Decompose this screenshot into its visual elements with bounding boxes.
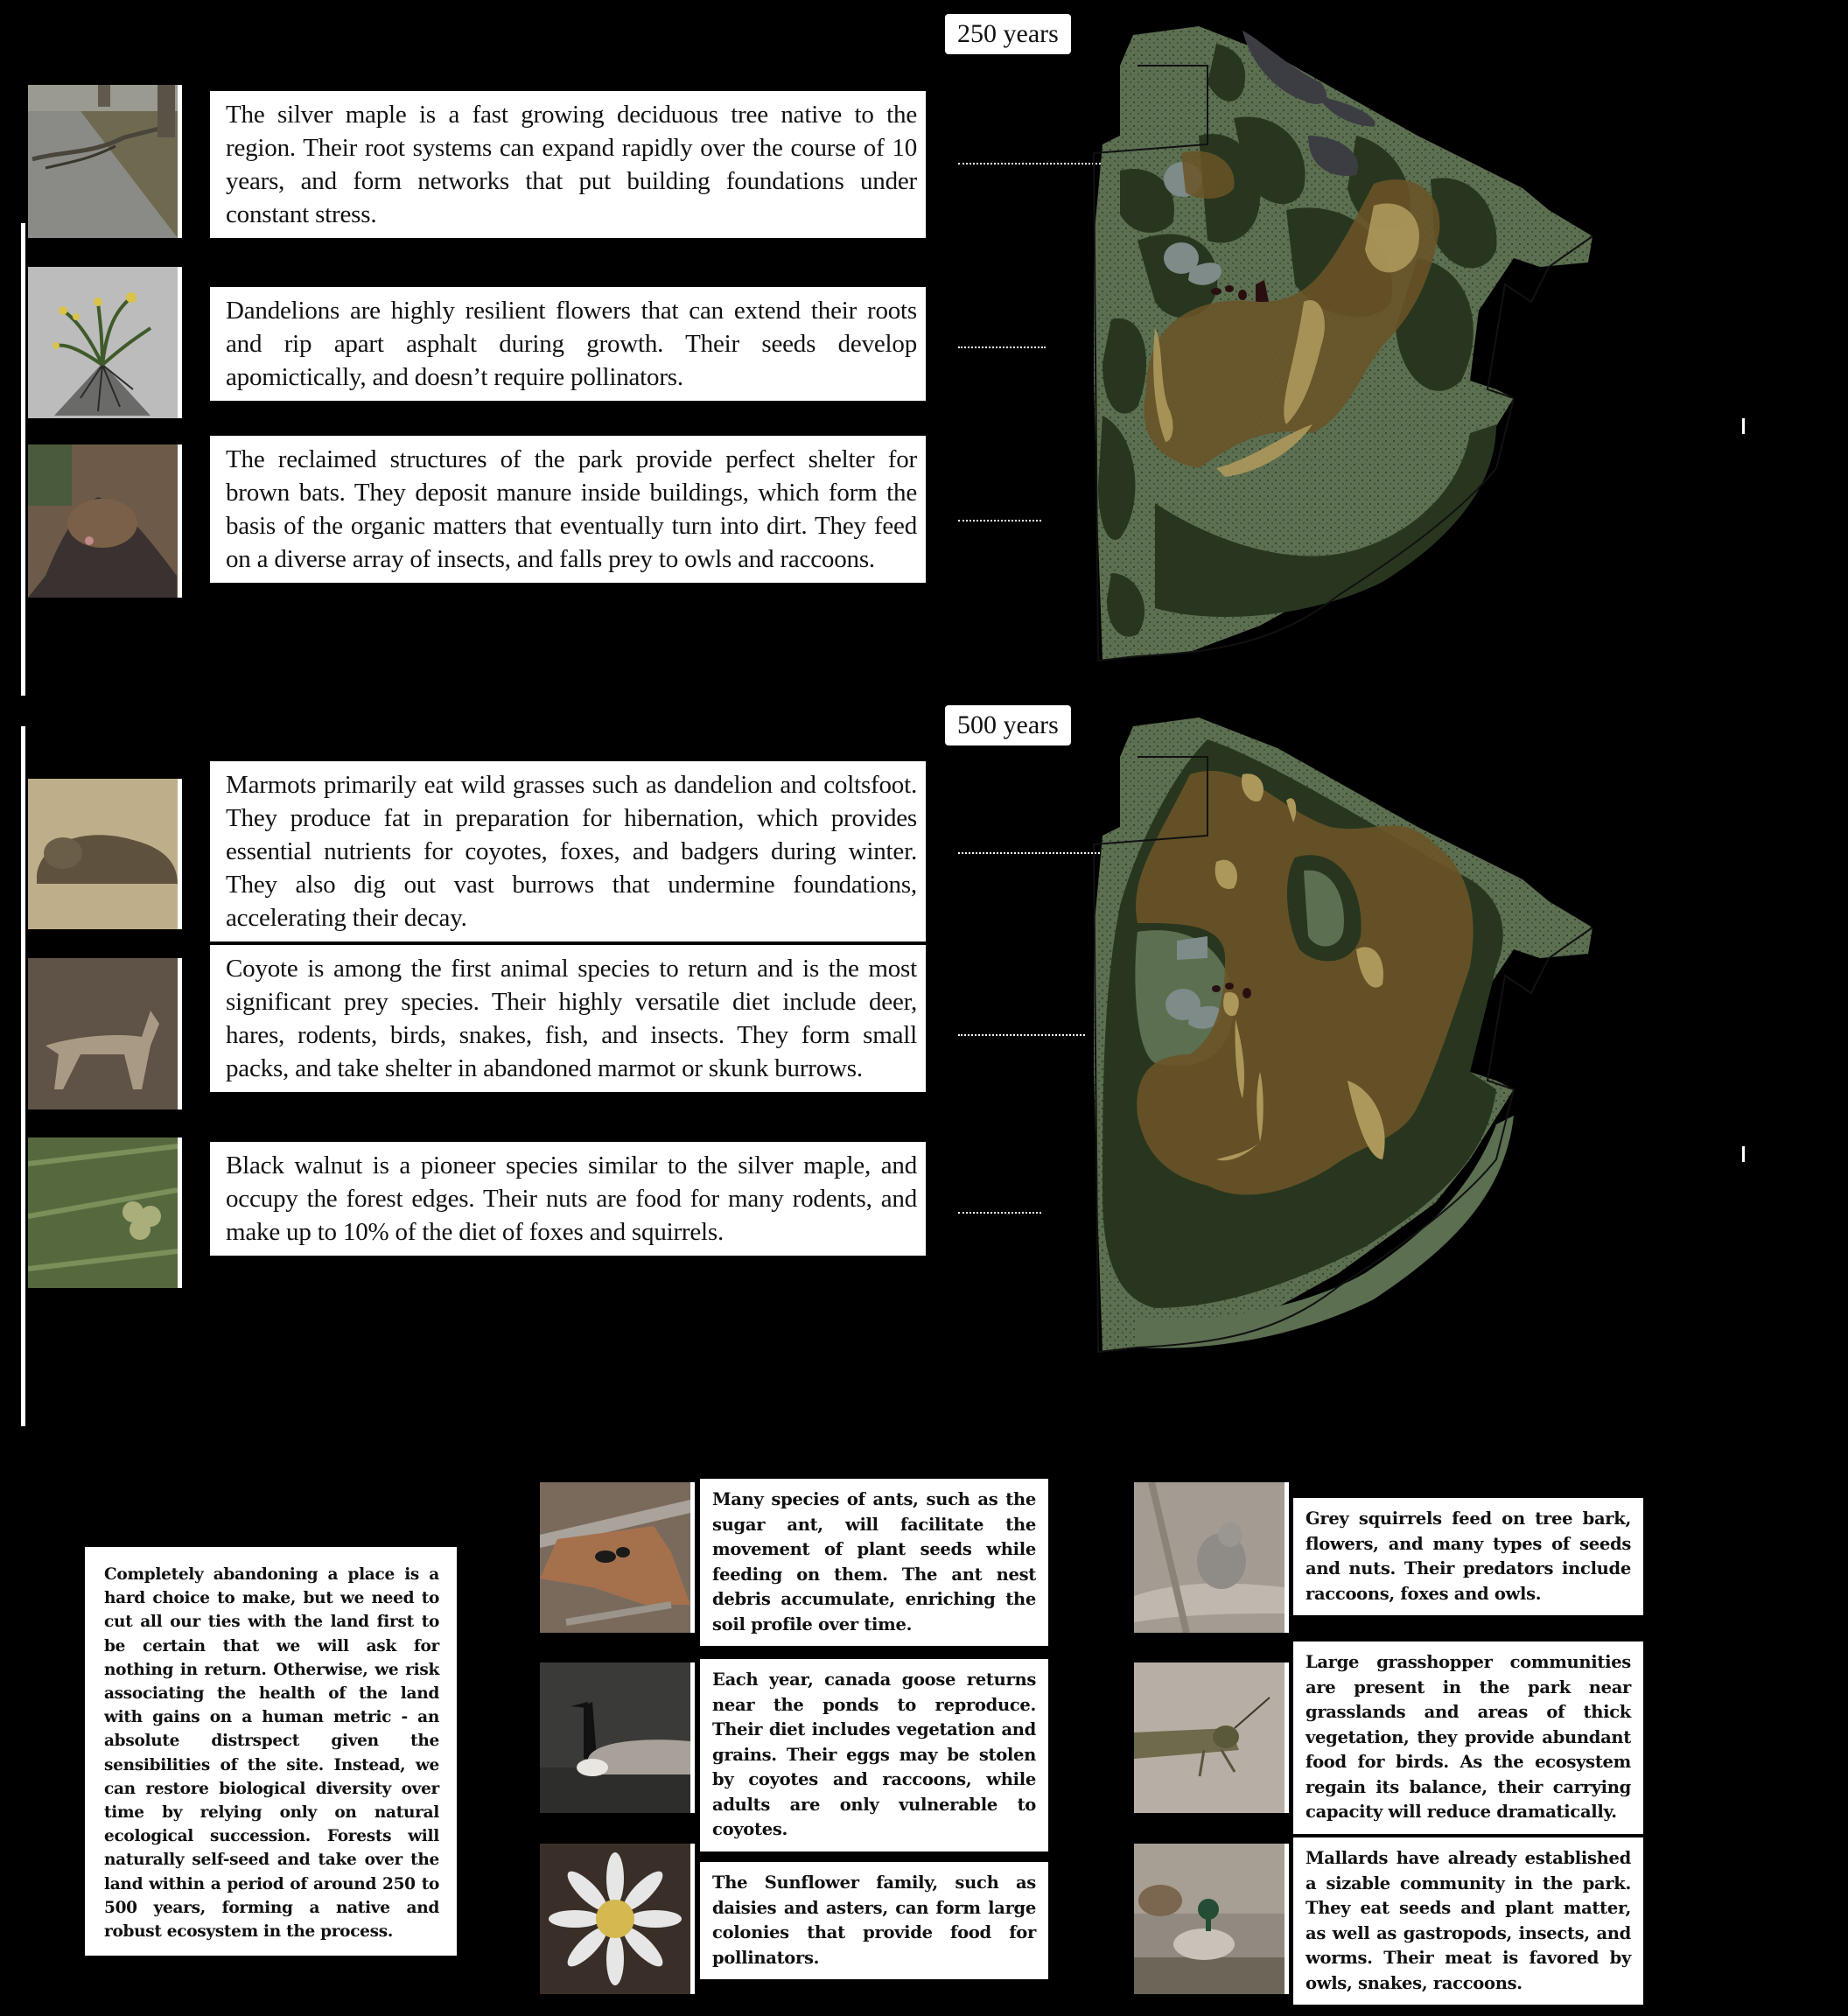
marmot-description: Marmots primarily eat wild grasses such as dandelion and coltsfoot. They produce fat in preparation for hibernation, which provides essential nutrients for coyotes, foxes, and badgers during winter. They also dig out vast burrows that undermine foundations, accelerating their decay. <box>210 761 926 942</box>
brown-bat-photo <box>28 444 182 598</box>
scale-tick <box>1742 1146 1745 1162</box>
silver-maple-description: The silver maple is a fast growing deciduous tree native to the region. Their root systems can expand rapidly over the course of 10 years, and form networks that put building foundations under constant stress. <box>210 91 926 238</box>
grey-squirrel-photo <box>1134 1482 1289 1633</box>
leader-line <box>958 1212 1041 1214</box>
silver-maple-photo <box>28 85 182 238</box>
brown-bat-description: The reclaimed structures of the park provide perfect shelter for brown bats. They deposit manure inside buildings, which form the basis of the organic matters that eventually turn into dirt. They feed on a diverse array of insects, and falls prey to owls and raccoons. <box>210 436 926 583</box>
grey-squirrel-description: Grey squirrels feed on tree bark, flowers, and many types of seeds and nuts. Their predators include raccoons, foxes and owls. <box>1293 1498 1643 1615</box>
daisy-photo <box>540 1844 695 1994</box>
scale-tick <box>1742 418 1745 434</box>
timeline-label-250: 250 years <box>945 14 1071 54</box>
park-map-500-years <box>1085 704 1715 1378</box>
coyote-photo <box>28 958 182 1110</box>
ant-description: Many species of ants, such as the sugar ant, will facilitate the movement of plant seeds while feeding on them. The ant nest debris accumulate, enriching the soil profile over time. <box>700 1479 1048 1646</box>
divider-line <box>21 726 25 1426</box>
leader-line <box>958 346 1046 348</box>
intro-statement: Completely abandoning a place is a hard choice to make, but we need to cut all our ties with the land first to be certain that we will ask for nothing in return. Otherwise, we risk associating the health of the land with gains on a human metric - an absolute distrspect given the sensibilities of the site. Instead, we can restore biological diversity over time by relying only on natural ecological succession. Forests will naturally self-seed and take over the land within a period of around 250 to 500 years, forming a native and robust ecosystem in the process. <box>85 1547 457 1956</box>
grasshopper-photo <box>1134 1662 1289 1813</box>
mallard-photo <box>1134 1844 1289 1994</box>
canada-goose-photo <box>540 1662 695 1813</box>
marmot-photo <box>28 779 182 929</box>
dandelion-photo <box>28 267 182 418</box>
park-map-250-years <box>1085 13 1715 687</box>
coyote-description: Coyote is among the first animal species to return and is the most significant prey species. Their highly versatile diet include deer, hares, rodents, birds, snakes, fish, and insects. They form small packs, and take shelter in abandoned marmot or skunk burrows. <box>210 945 926 1092</box>
dandelion-description: Dandelions are highly resilient flowers that can extend their roots and rip apart asphalt during growth. Their seeds develop apomictically, and doesn’t require pollinators. <box>210 287 926 401</box>
canada-goose-description: Each year, canada goose returns near the ponds to reproduce. Their diet includes vegetation and grains. Their eggs may be stolen by coyotes and raccoons, while adults are only vulnerable to coyotes. <box>700 1659 1048 1852</box>
timeline-label-500: 500 years <box>945 705 1071 746</box>
leader-line <box>958 1034 1085 1036</box>
black-walnut-photo <box>28 1138 182 1288</box>
leader-line <box>958 520 1041 522</box>
black-walnut-description: Black walnut is a pioneer species similar to the silver maple, and occupy the forest edges. Their nuts are food for many rodents, and make up to 10% of the diet of foxes and squirrels. <box>210 1142 926 1256</box>
grasshopper-description: Large grasshopper communities are present in the park near grasslands and areas of thick vegetation, they provide abundant food for birds. As the ecosystem regain its balance, their carrying capacity will reduce dramatically. <box>1293 1642 1643 1834</box>
sunflower-family-description: The Sunflower family, such as daisies and asters, can form large colonies that provide food for pollinators. <box>700 1862 1048 1979</box>
divider-line <box>21 223 25 696</box>
mallard-description: Mallards have already established a sizable community in the park. They eat seeds and plant matter, as well as gastropods, insects, and worms. Their meat is favored by owls, snakes, raccoons. <box>1293 1838 1643 2005</box>
ant-photo <box>540 1482 695 1633</box>
